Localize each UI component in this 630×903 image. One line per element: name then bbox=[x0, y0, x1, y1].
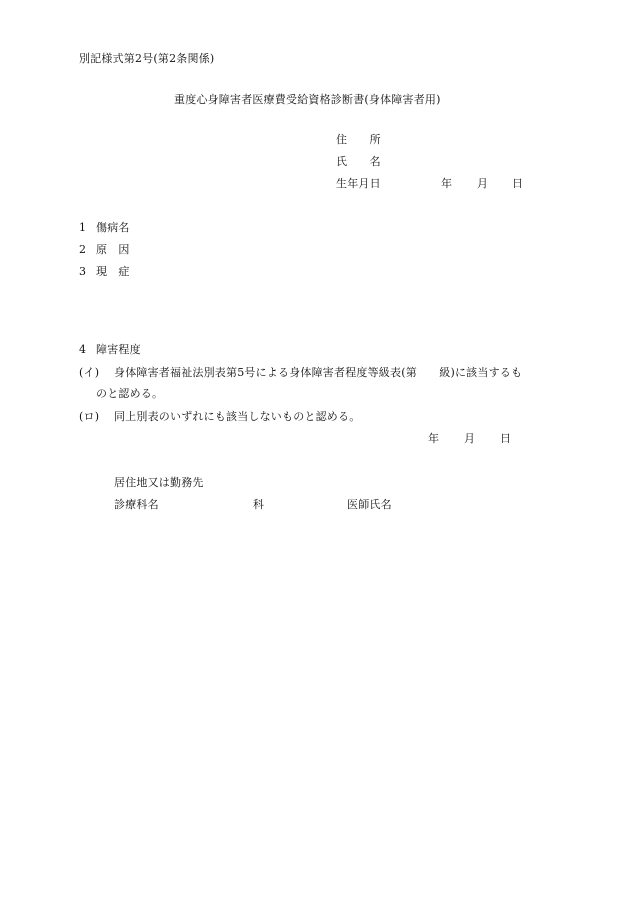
department-label: 診療科名 bbox=[114, 498, 159, 511]
item-1-label: 傷病名 bbox=[96, 221, 130, 234]
item-1-number: 1 bbox=[79, 221, 87, 234]
option-i-text-line1: 身体障害者福祉法別表第5号による身体障害者程度等級表(第 級)に該当するも bbox=[114, 366, 523, 379]
birthdate-label: 生年月日 bbox=[336, 177, 381, 190]
option-i-text-line2: のと認める。 bbox=[96, 387, 164, 400]
doctor-name-label: 医師氏名 bbox=[347, 498, 392, 511]
option-i-marker: (イ) bbox=[79, 366, 100, 379]
item-3-label: 現 症 bbox=[96, 265, 130, 278]
department-ka-label: 科 bbox=[253, 498, 265, 511]
cert-day-label: 日 bbox=[500, 432, 512, 445]
name-label: 氏 名 bbox=[336, 155, 381, 168]
address-label: 住 所 bbox=[336, 133, 381, 146]
item-2-number: 2 bbox=[79, 243, 87, 256]
item-4-number: 4 bbox=[79, 343, 87, 356]
birth-year-label: 年 bbox=[441, 177, 453, 190]
item-3-number: 3 bbox=[79, 265, 87, 278]
document-title: 重度心身障害者医療費受給資格診断書(身体障害者用) bbox=[174, 93, 441, 106]
birth-month-label: 月 bbox=[477, 177, 489, 190]
option-ro-text: 同上別表のいずれにも該当しないものと認める。 bbox=[114, 410, 361, 423]
item-4-label: 障害程度 bbox=[96, 343, 141, 356]
birth-day-label: 日 bbox=[512, 177, 524, 190]
form-number: 別記様式第2号(第2条関係) bbox=[79, 52, 215, 65]
doctor-address-label: 居住地又は勤務先 bbox=[114, 476, 204, 489]
cert-year-label: 年 bbox=[428, 432, 440, 445]
cert-month-label: 月 bbox=[464, 432, 476, 445]
option-ro-marker: (ロ) bbox=[79, 410, 100, 423]
item-2-label: 原 因 bbox=[96, 243, 130, 256]
